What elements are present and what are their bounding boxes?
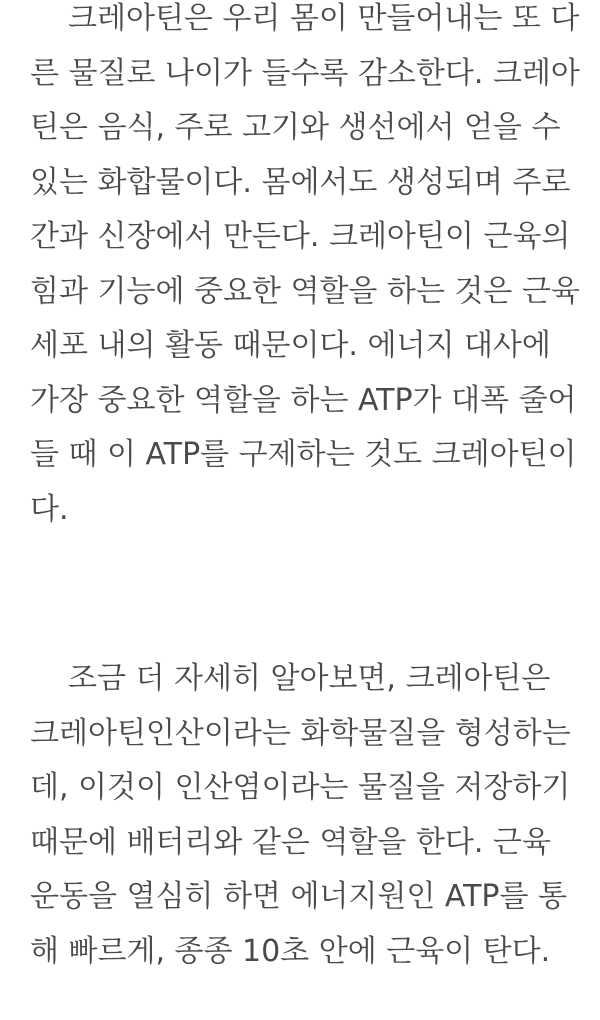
text-line: 들 때 이 ATP를 구제하는 것도 크레아틴이 — [30, 437, 577, 472]
text-line: 해 빠르게, 종종 10초 안에 근육이 탄다. — [30, 933, 551, 969]
text-line: 데, 이것이 인산염이라는 물질을 저장하기 — [30, 770, 571, 805]
text-line: 다. — [30, 491, 69, 527]
text-line: 세포 내의 활동 때문이다. 에너지 대사에 — [30, 328, 551, 363]
text-line: 운동을 열심히 하면 에너지원인 ATP를 통 — [30, 879, 567, 914]
text-line: 크레아틴인산이라는 화학물질을 형성하는 — [30, 715, 571, 751]
text-line: 있는 화합물이다. 몸에서도 생성되며 주로 — [30, 164, 571, 200]
text-line: 가장 중요한 역할을 하는 ATP가 대폭 줄어 — [30, 382, 577, 418]
text-line: 간과 신장에서 만든다. 크레아틴이 근육의 — [30, 219, 571, 254]
text-line: 틴은 음식, 주로 고기와 생선에서 얻을 수 — [30, 110, 561, 145]
text-line: 른 물질로 나이가 들수록 감소한다. 크레아 — [30, 55, 580, 91]
text-line: 때문에 배터리와 같은 역할을 한다. 근육 — [30, 824, 551, 860]
paragraph-2 — [0, 652, 571, 979]
text-line: 조금 더 자세히 알아보면, 크레아틴은 — [68, 661, 551, 696]
text-line: 크레아틴은 우리 몸이 만들어내는 또 다 — [68, 1, 580, 36]
text-line: 힘과 기능에 중요한 역할을 하는 것은 근육 — [30, 273, 580, 309]
